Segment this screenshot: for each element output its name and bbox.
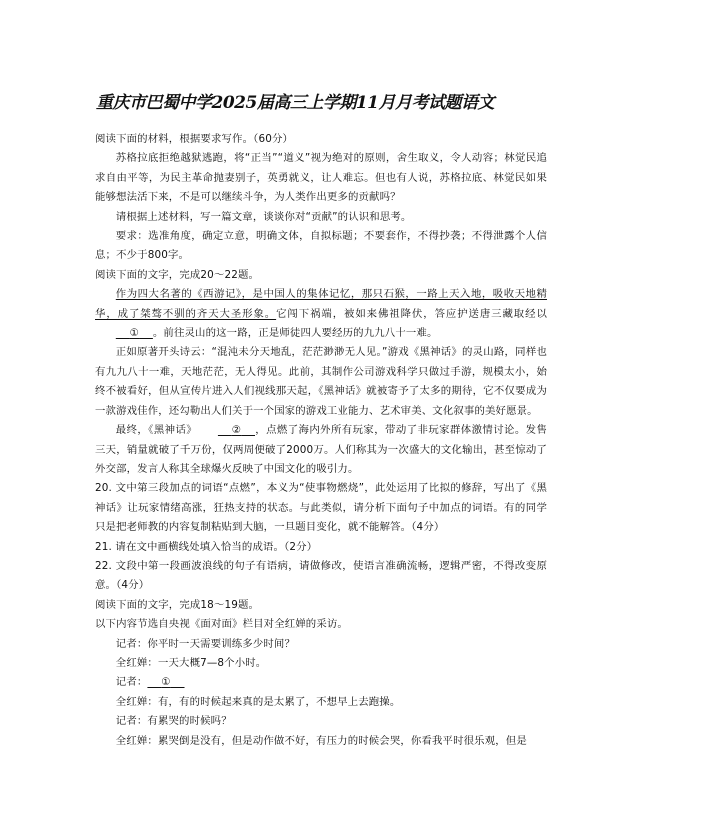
wavy-underlined-sentence: 作为四大名著的《西游记》，是中国人的集体记忆，那只石猴，一路上天入地，吸收天地精华，成了桀骜不驯的齐天大圣形象。	[95, 288, 547, 320]
question-20: 20. 文中第三段加点的词语“点燃”，本义为“使事物燃烧”，此处运用了比拟的修辞，写出了《黑神话》让玩家情绪高涨，狂热支持的状态。与此类似，请分析下面句子中加点的词语。有的同学只是把老师教的内容复制粘贴到大脑，一旦题目变化，就不能解答。（4分）	[95, 482, 547, 534]
blank-1	[95, 324, 153, 343]
reading-b-intro: 阅读下面的文字，完成18～19题。	[95, 598, 260, 611]
reading-a-paragraph-2: 正如原著开头诗云：“混沌未分天地乱，茫茫渺渺无人见。”游戏《黑神话》的灵山路，同样也有九九八十一难，天地茫茫，无人得见。此前，其制作公司游戏科学只做过手游，规模太小，始终不被看好，但从宣传片进入人们视线那天起，《黑神话》就被寄予了太多的期待，它不仅要成为一款游戏佳作，还勾勒出人们关于一个国家的游戏工业能力、艺术审美、文化叙事的美好愿景。	[95, 346, 547, 417]
reading-b-source: 以下内容节选自央视《面对面》栏目对全红婵的采访。	[95, 618, 348, 631]
blank-2-number: ②	[231, 424, 242, 437]
document-title: 重庆市巴蜀中学2025届高三上学期11月月考试题语文	[96, 93, 494, 113]
reading-a-paragraph-1	[95, 285, 547, 343]
interview-line-3-label: 记者：	[115, 676, 148, 689]
question-21: 21. 请在文中画横线处填入恰当的成语。（2分）	[95, 540, 318, 553]
interview-line-1: 记者：你平时一天需要训练多少时间？	[115, 637, 295, 650]
interview-line-5: 记者：有累哭的时候吗？	[115, 715, 232, 728]
blank-1-number: ①	[129, 327, 140, 340]
writing-material: 苏格拉底拒绝越狱逃跑，将“正当”“道义”视为绝对的原则，舍生取义，令人动容；林觉民追求自由平等，为民主革命抛妻别子，英勇就义，让人难忘。但也有人说，苏格拉底、林觉民如果能够想法活下来，不是可以继续斗争，为人类作出更多的贡献吗？	[95, 152, 547, 204]
paragraph-1-text-a: 它闯下祸端，被如来佛祖降伏，答应护送唐三藏取经以	[276, 307, 547, 320]
blank-3	[147, 673, 184, 692]
paragraph-3-text-a: 最终，《黑神话》	[115, 424, 198, 437]
blank-2	[197, 421, 255, 440]
writing-task: 请根据上述材料，写一篇文章，谈谈你对“贡献”的认识和思考。	[115, 210, 412, 223]
paragraph-1-text-b: 。前往灵山的这一路，正是师徒四人要经历的九九八十一难。	[152, 327, 438, 340]
document-body	[95, 130, 547, 751]
interview-line-2: 全红婵：一天大概7—8个小时。	[115, 656, 267, 669]
question-22: 22. 文段中第一段画波浪线的句子有语病，请做修改，使语言准确流畅，逻辑严密，不得改变原意。（4分）	[95, 559, 547, 592]
interview-line-4: 全红婵：有，有的时候起来真的是太累了，不想早上去跑操。	[115, 695, 401, 708]
reading-a-paragraph-3	[95, 421, 547, 479]
interview-line-6: 全红婵：累哭倒是没有，但是动作做不好，有压力的时候会哭，你看我平时很乐观，但是	[115, 734, 527, 747]
reading-a-intro: 阅读下面的文字，完成20～22题。	[95, 268, 260, 281]
writing-intro: 阅读下面的材料，根据要求写作。（60分）	[95, 133, 294, 145]
paragraph-3-text-b: ，点燃了海内外所有玩家，带动了非玩家群体激情讨论。发售三天，销量就破了千万份，仅两周便破了2000万。人们称其为一次盛大的文化输出，甚至惊动了外交部，发言人称其全球爆火反映了中国文化的吸引力。	[95, 424, 547, 475]
blank-3-number: ①	[161, 676, 171, 689]
interview-line-3	[95, 673, 547, 692]
writing-requirements: 要求：选准角度，确定立意，明确文体，自拟标题；不要套作，不得抄袭；不得泄露个人信息；不少于800字。	[95, 230, 547, 262]
